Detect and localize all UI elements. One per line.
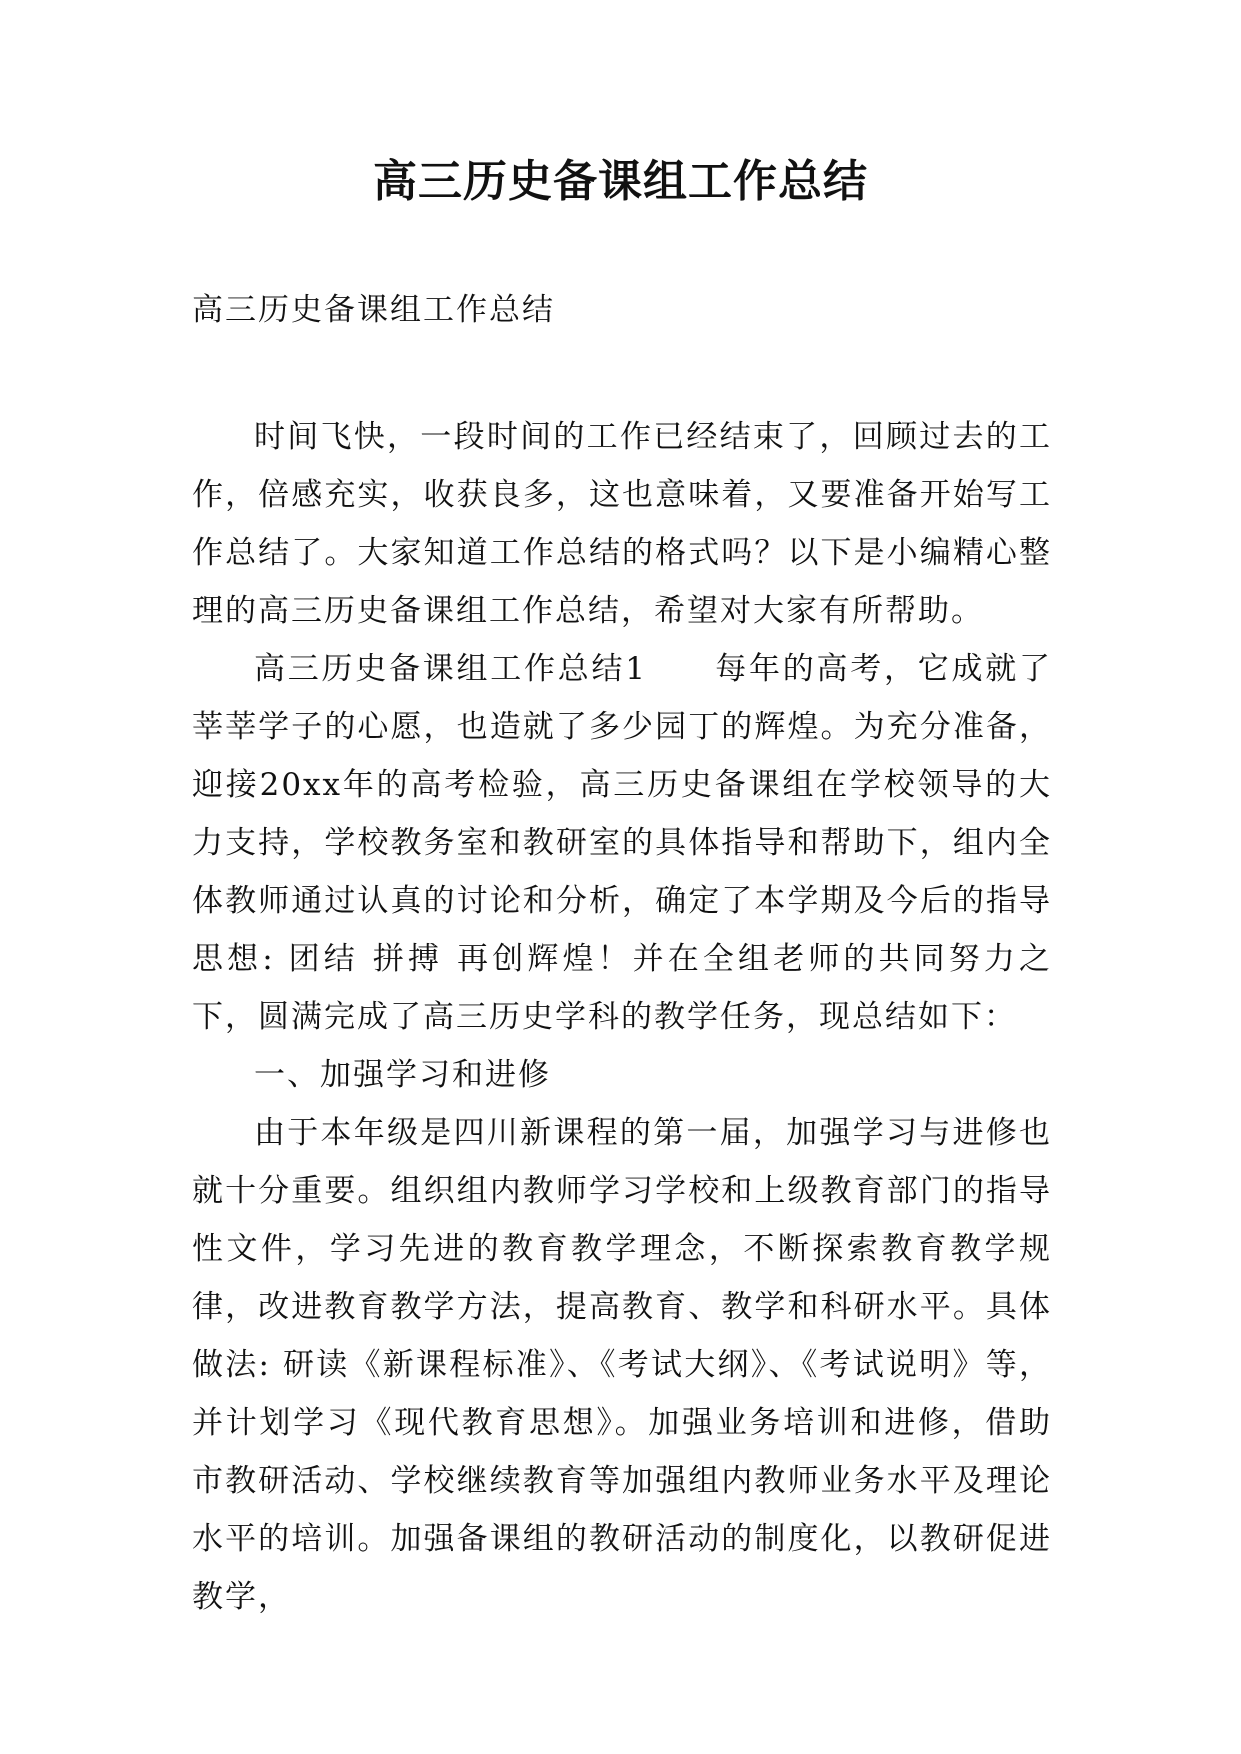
document-title: 高三历史备课组工作总结 — [373, 156, 868, 207]
document-subtitle: 高三历史备课组工作总结 — [192, 292, 555, 328]
paragraph-summary-1: 高三历史备课组工作总结1 每年的高考，它成就了莘莘学子的心愿，也造就了多少园丁的辉煌。为充分准备，迎接20xx年的高考检验，高三历史备课组在学校领导的大力支持，学校教务室和教研室的具体指导和帮助下，组内全体教师通过认真的讨论和分析，确定了本学期及今后的指导思想: 团结 拼搏 再创辉煌！并在全组老师的共同努力之下，圆满完成了高三历史学科的教学任务，现总结如下： — [192, 651, 1052, 1035]
document-body — [192, 408, 1052, 1626]
paragraph-section-1: 由于本年级是四川新课程的第一届，加强学习与进修也就十分重要。组织组内教师学习学校和上级教育部门的指导性文件，学习先进的教育教学理念，不断探索教育教学规律，改进教育教学方法，提高教育、教学和科研水平。具体做法: 研读《新课程标准》、《考试大纲》、《考试说明》等，并计划学习《现代教育思想》。加强业务培训和进修，借助市教研活动、学校继续教育等加强组内教师业务水平及理论水平的培训。加强备课组的教研活动的制度化，以教研促进教学， — [192, 1115, 1052, 1615]
section-heading-1: 一、加强学习和进修 — [254, 1057, 551, 1093]
paragraph-intro: 时间飞快，一段时间的工作已经结束了，回顾过去的工作，倍感充实，收获良多，这也意味着，又要准备开始写工作总结了。大家知道工作总结的格式吗？以下是小编精心整理的高三历史备课组工作总结，希望对大家有所帮助。 — [192, 419, 1052, 629]
